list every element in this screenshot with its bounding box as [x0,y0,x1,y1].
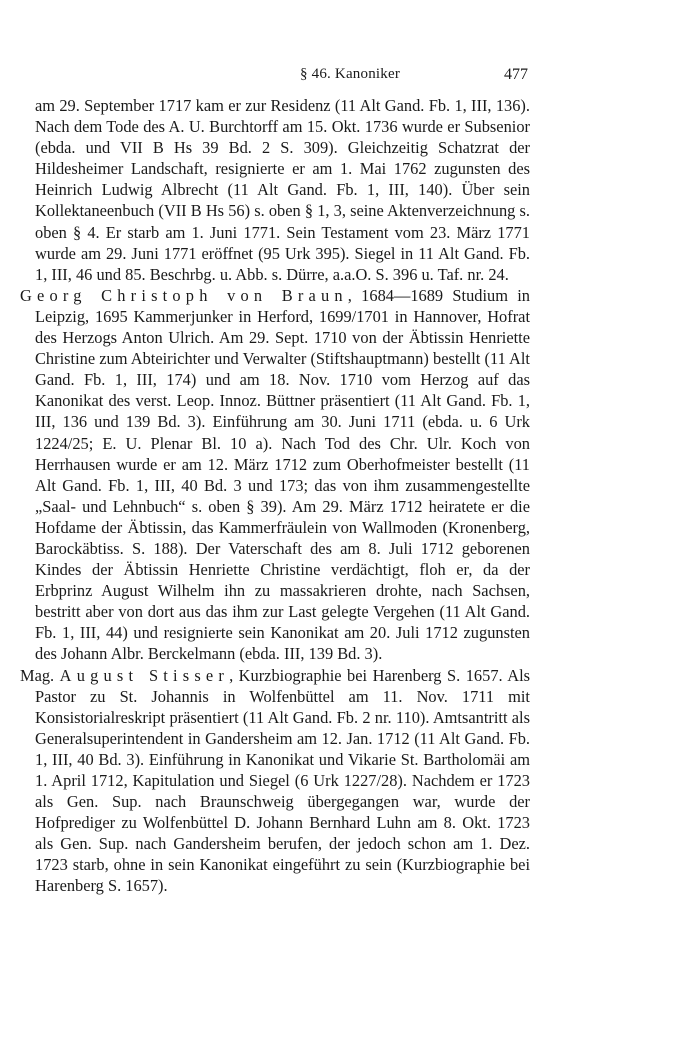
entry-prefix: Mag. [20,665,60,685]
entry-text: , 1684—1689 Studium in Leipzig, 1695 Kammerjunker in Herford, 1699/1701 in Hannover, Hofrat des Herzogs Anton Ulrich. Am 29. Sept. 1710 von der Äbtissin Henriette Christine zum Abteirichter und Verwalter (Stiftshauptmann) bestellt (11 Alt Gand. Fb. 1, III, 174) und am 18. Nov. 1710 vom Herzog auf das Kanonikat des verst. Leop. Innoz. Büttner präsentiert (11 Alt Gand. Fb. 1, III, 136 und 139 Bd. 3). Einführung am 30. Juni 1711 (ebda. u. 6 Urk 1224/25; E. U. Plenar Bl. 10 a). Nach Tod des Chr. Ulr. Koch von Herrhausen wurde er am 12. März 1712 zum Oberhofmeister bestellt (11 Alt Gand. Fb. 1, III, 40 Bd. 3 und 173; das von ihm zusammengestellte „Saal- und Lehnbuch“ s. oben § 39). Am 29. März 1712 heiratete er die Hofdame der Äbtissin, das Kammerfräulein von Wallmoden (Kronenberg, Barockäbtiss. S. 188). Der Vaterschaft des am 8. Juli 1712 geborenen Kindes der Äbtissin Henriette Christine verdächtigt, floh er, da der Erbprinz August Wilhelm ihn zu massakrieren drohte, nach Sachsen, bestritt aber von dort aus das ihm zur Last gelegte Vergehen (11 Alt Gand. Fb. 1, III, 44) und resignierte sein Kanonikat am 20. Juli 1712 zugunsten des Johann Albr. Berckelmann (ebda. III, 139 Bd. 3). [35,285,530,664]
page-number: 477 [504,66,528,83]
entry-text: , Kurzbiographie bei Harenberg S. 1657. Als Pastor zu St. Johannis in Wolfenbüttel am 11. Nov. 1711 mit Konsistorialreskript präsentiert (11 Alt Gand. Fb. 2 nr. 110). Amtsantritt als Generalsuperintendent in Gandersheim am 12. Jan. 1712 (11 Alt Gand. Fb. 1, III, 40 Bd. 3). Einführung in Kanonikat und Vikarie St. Bartholomäi am 1. April 1712, Kapitulation und Siegel (6 Urk 1227/28). Nachdem er 1723 als Gen. Sup. nach Braunschweig übergegangen war, wurde der Hofprediger zu Wolfenbüttel D. Johann Bernhard Luhn am 8. Okt. 1723 als Gen. Sup. nach Gandersheim berufen, der jedoch schon am 1. Dez. 1723 starb, ohne in sein Kanonikat eingeführt zu sein (Kurzbiographie bei Harenberg S. 1657). [35,665,530,896]
paragraph-text: am 29. September 1717 kam er zur Residenz (11 Alt Gand. Fb. 1, III, 136). Nach dem Tode des A. U. Burchtorff am 15. Okt. 1736 wurde er Subsenior (ebda. und VII B Hs 39 Bd. 2 S. 309). Gleichzeitig Schatzrat der Hildesheimer Landschaft, resignierte er am 1. Mai 1762 zugunsten des Heinrich Ludwig Albrecht (11 Alt Gand. Fb. 1, III, 140). Über sein Kollektaneenbuch (VII B Hs 56) s. oben § 1, 3, seine Aktenverzeichnung s. oben § 4. Er starb am 1. Juni 1771. Sein Testament vom 23. März 1771 wurde am 29. Juni 1771 eröffnet (95 Urk 395). Siegel in 11 Alt Gand. Fb. 1, III, 46 und 85. Beschrbg. u. Abb. s. Dürre, a.a.O. S. 396 u. Taf. nr. 24. [35,96,530,284]
paragraph-continuation [20,95,530,285]
entry-braun [20,285,530,665]
page-header [0,66,700,86]
entry-name: Georg Christoph von Braun [20,285,348,305]
text-body [20,95,530,897]
entry-name: August Stisser [59,665,230,685]
running-head: § 46. Kanoniker [299,66,401,82]
entry-stisser [20,665,530,897]
